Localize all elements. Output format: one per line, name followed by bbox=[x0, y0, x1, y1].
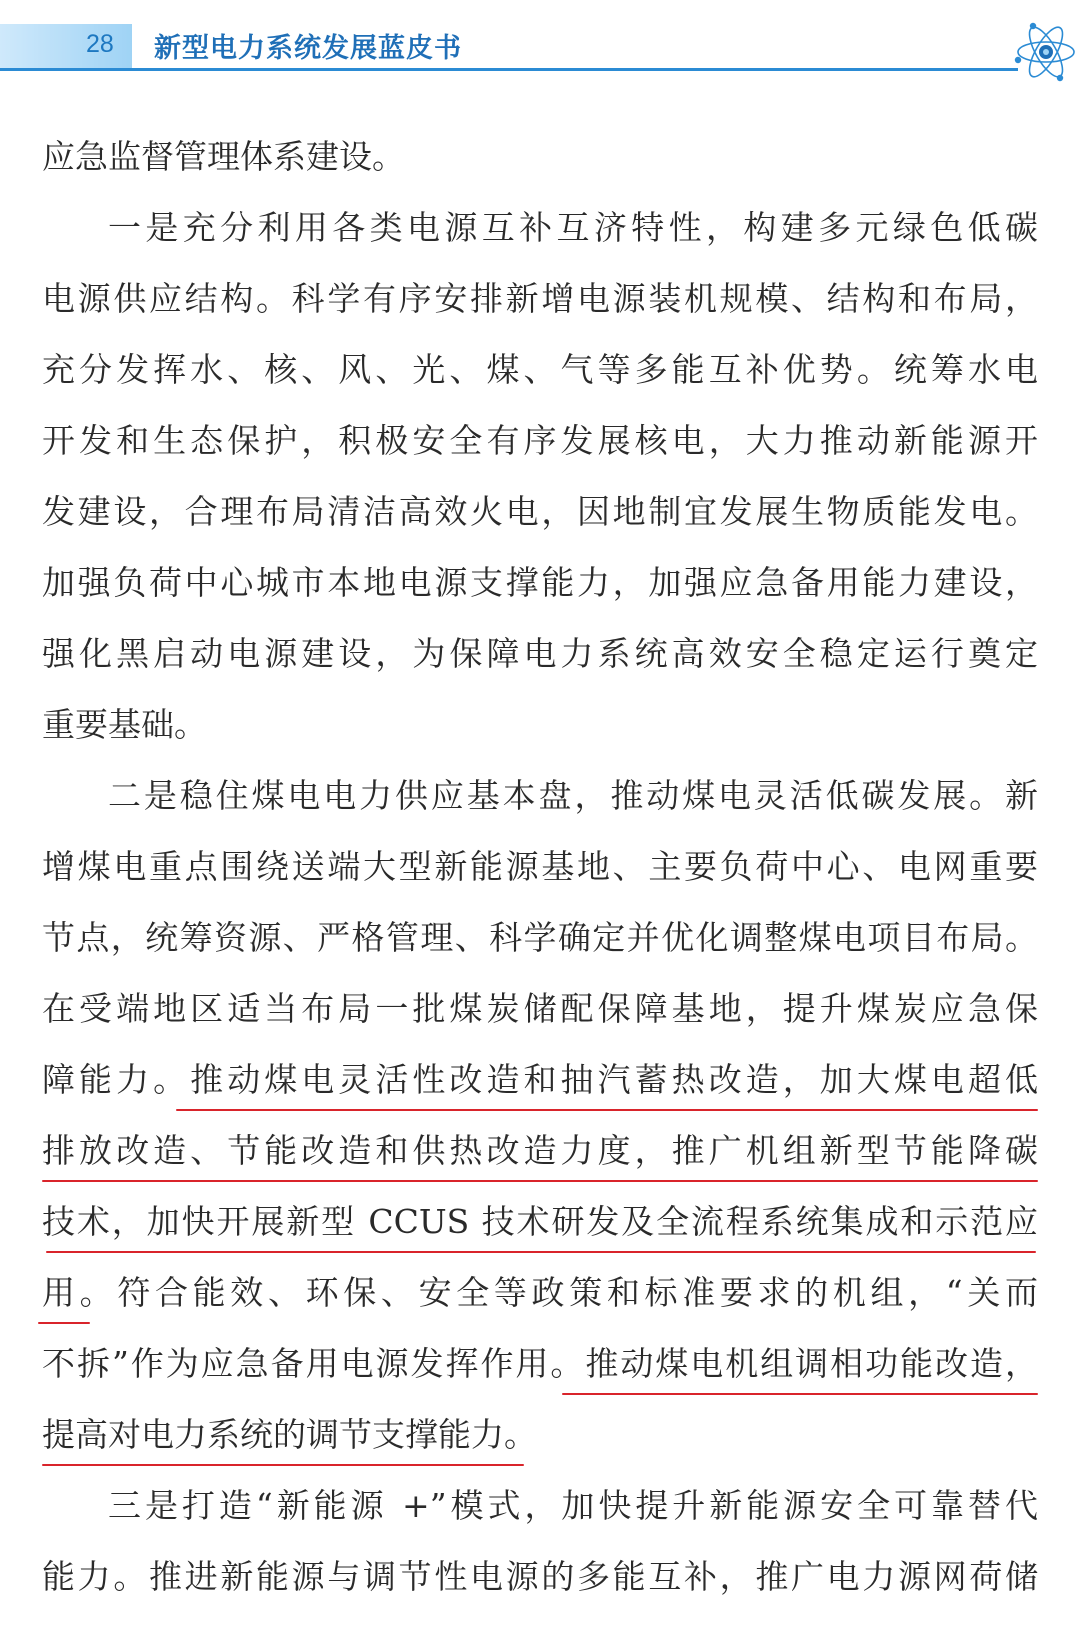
header-rule bbox=[0, 68, 1018, 71]
text-line bbox=[42, 132, 1038, 203]
text-line bbox=[42, 771, 1038, 842]
red-underline bbox=[42, 1464, 524, 1466]
text-line bbox=[42, 1197, 1038, 1268]
red-underline bbox=[46, 1251, 1036, 1253]
line-text: 充分发挥水、核、风、光、煤、气等多能互补优势。统筹水电 bbox=[42, 350, 1038, 389]
red-underline bbox=[42, 1180, 1038, 1182]
text-line bbox=[42, 913, 1038, 984]
line-text: 重要基础。 bbox=[42, 705, 207, 744]
line-text: 用。符合能效、环保、安全等政策和标准要求的机组，“关而 bbox=[42, 1273, 1038, 1312]
text-line bbox=[42, 203, 1038, 274]
text-line bbox=[42, 345, 1038, 416]
text-line bbox=[42, 984, 1038, 1055]
text-line bbox=[42, 1552, 1038, 1623]
text-line bbox=[42, 629, 1038, 700]
line-text: 障能力。推动煤电灵活性改造和抽汽蓄热改造，加大煤电超低 bbox=[42, 1060, 1038, 1099]
atom-icon bbox=[1012, 14, 1080, 88]
text-line bbox=[42, 274, 1038, 345]
line-text: 排放改造、节能改造和供热改造力度，推广机组新型节能降碳 bbox=[42, 1131, 1038, 1170]
red-underline bbox=[562, 1393, 1038, 1395]
text-line bbox=[42, 1055, 1038, 1126]
red-underline bbox=[176, 1109, 1038, 1111]
line-text: 二是稳住煤电电力供应基本盘，推动煤电灵活低碳发展。新 bbox=[108, 776, 1038, 815]
line-text: 三是打造“新能源 +”模式，加快提升新能源安全可靠替代 bbox=[108, 1486, 1038, 1525]
line-text: 能力。推进新能源与调节性电源的多能互补，推广电力源网荷储 bbox=[42, 1557, 1038, 1596]
line-text: 加强负荷中心城市本地电源支撑能力，加强应急备用能力建设， bbox=[42, 563, 1038, 602]
line-text: 应急监督管理体系建设。 bbox=[42, 137, 405, 176]
line-text: 发建设，合理布局清洁高效火电，因地制宜发展生物质能发电。 bbox=[42, 492, 1038, 531]
line-text: 一是充分利用各类电源互补互济特性，构建多元绿色低碳 bbox=[108, 208, 1038, 247]
page-number: 28 bbox=[86, 30, 114, 58]
line-text: 电源供应结构。科学有序安排新增电源装机规模、结构和布局， bbox=[42, 279, 1038, 318]
text-line bbox=[42, 1339, 1038, 1410]
text-line bbox=[42, 1126, 1038, 1197]
line-text: 技术，加快开展新型 CCUS 技术研发及全流程系统集成和示范应 bbox=[42, 1202, 1038, 1241]
line-text: 增煤电重点围绕送端大型新能源基地、主要负荷中心、电网重要 bbox=[42, 847, 1038, 886]
text-line bbox=[42, 1481, 1038, 1552]
body-text bbox=[42, 132, 1038, 1623]
red-underline bbox=[38, 1322, 90, 1324]
line-text: 节点，统筹资源、严格管理、科学确定并优化调整煤电项目布局。 bbox=[42, 918, 1038, 957]
text-line bbox=[42, 1268, 1038, 1339]
line-text: 提高对电力系统的调节支撑能力。 bbox=[42, 1415, 537, 1454]
page-header bbox=[0, 0, 1080, 80]
line-text: 不拆”作为应急备用电源发挥作用。推动煤电机组调相功能改造， bbox=[42, 1344, 1038, 1383]
book-title: 新型电力系统发展蓝皮书 bbox=[154, 33, 462, 64]
line-text: 在受端地区适当布局一批煤炭储配保障基地，提升煤炭应急保 bbox=[42, 989, 1038, 1028]
line-text: 强化黑启动电源建设，为保障电力系统高效安全稳定运行奠定 bbox=[42, 634, 1038, 673]
text-line bbox=[42, 558, 1038, 629]
text-line bbox=[42, 416, 1038, 487]
text-line bbox=[42, 700, 1038, 771]
text-line bbox=[42, 842, 1038, 913]
line-text: 开发和生态保护，积极安全有序发展核电，大力推动新能源开 bbox=[42, 421, 1038, 460]
text-line bbox=[42, 487, 1038, 558]
text-line bbox=[42, 1410, 1038, 1481]
